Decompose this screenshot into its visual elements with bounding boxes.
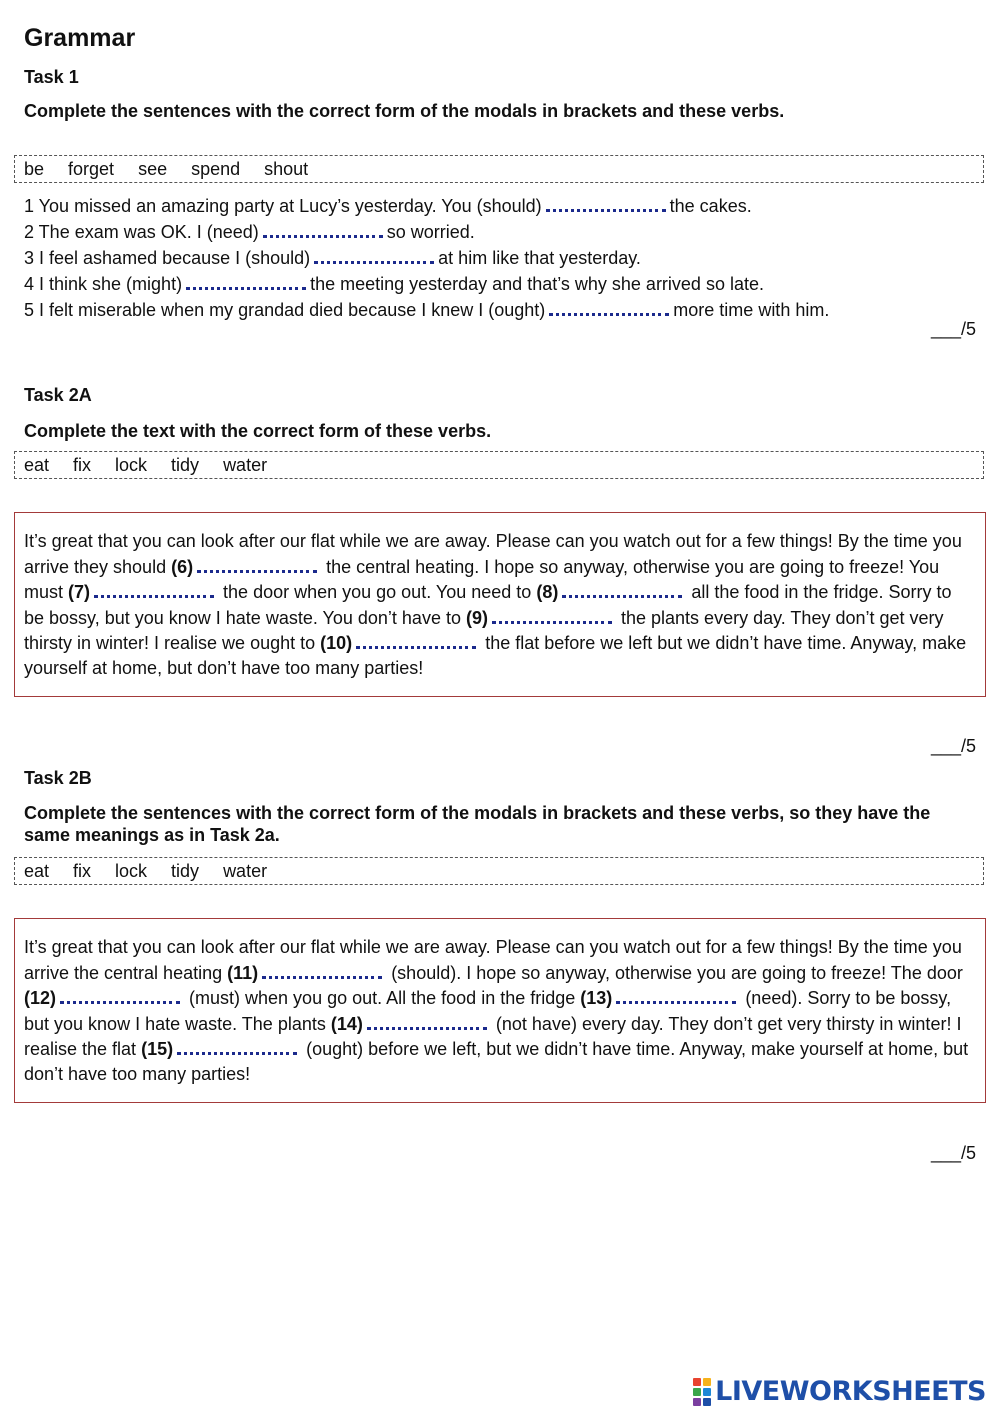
logo-block xyxy=(703,1398,711,1406)
item-number: (14) xyxy=(330,1013,363,1034)
word: see xyxy=(138,159,168,179)
blank-input-15[interactable] xyxy=(177,1036,297,1055)
blank-input-14[interactable] xyxy=(367,1011,487,1030)
blank-input-9[interactable] xyxy=(492,605,612,624)
task2a-word-box xyxy=(14,451,984,479)
blank-input-4[interactable] xyxy=(186,271,306,290)
word: eat xyxy=(24,861,50,881)
word: spend xyxy=(191,159,241,179)
sentence-2: 2 The exam was OK. I (need) so worried. xyxy=(24,219,829,245)
item-number: (15) xyxy=(141,1039,174,1059)
sentence-4: 4 I think she (might) the meeting yesterday and that’s why she arrived so late. xyxy=(24,271,829,297)
blank-input-12[interactable] xyxy=(60,985,180,1004)
task2a-instruction: Complete the text with the correct form of these verbs. xyxy=(24,421,492,441)
sentence-3: 3 I feel ashamed because I (should) at him like that yesterday. xyxy=(24,245,829,271)
task1-word-box xyxy=(14,155,984,183)
task2b-title: Task 2B xyxy=(24,768,92,788)
liveworksheets-logo[interactable] xyxy=(693,1376,986,1407)
logo-block xyxy=(703,1388,711,1396)
word: be xyxy=(24,159,45,179)
blank-input-8[interactable] xyxy=(562,579,682,598)
task2a-text-box: It’s great that you can look after our flat while we are away. Please can you watch out for a few things! By the time you arrive they should (6) the central heating. I hope so anyway, otherwise you are going to freeze! You must (7) the door when you go out. You need to (8) all the food in the fridge. Sorry to be bossy, but you know I hate waste. You don’t have to (9) the plants every day. They don’t get very thirsty in winter! I realise we ought to (10) the flat before we left but we didn’t have time. Anyway, make yourself at home, but don’t have too many parties! xyxy=(14,512,986,697)
logo-blocks-icon xyxy=(693,1378,711,1406)
blank-input-1[interactable] xyxy=(546,193,666,212)
logo-block xyxy=(693,1398,701,1406)
task1-instruction: Complete the sentences with the correct form of the modals in brackets and these verbs. xyxy=(24,101,785,121)
blank-input-11[interactable] xyxy=(262,960,382,979)
blank-input-3[interactable] xyxy=(314,245,434,264)
item-number: (6) xyxy=(171,556,194,577)
task2b-instruction: Complete the sentences with the correct form of the modals in brackets and these verbs, so they have the same meanings as in Task 2a. xyxy=(24,803,931,845)
logo-text: LIVEWORKSHEETS xyxy=(715,1376,986,1407)
word: fix xyxy=(73,861,92,881)
sentence-5: 5 I felt miserable when my grandad died because I knew I (ought) more time with him. xyxy=(24,297,829,323)
item-number: (10) xyxy=(320,633,353,653)
task1-score: ___/5 xyxy=(930,319,976,339)
word: water xyxy=(223,455,268,475)
blank-input-13[interactable] xyxy=(616,985,736,1004)
blank-input-6[interactable] xyxy=(197,554,317,573)
word: fix xyxy=(73,455,92,475)
word: water xyxy=(223,861,268,881)
task1-title: Task 1 xyxy=(24,67,79,87)
task2a-score: ___/5 xyxy=(930,736,976,756)
task2b-text-box: It’s great that you can look after our flat while we are away. Please can you watch out for a few things! By the time you arrive the central heating (11) (should). I hope so anyway, otherwise you are going to freeze! The door (12) (must) when you go out. All the food in the fridge (13) (need). Sorry to be bossy, but you know I hate waste. The plants (14) (not have) every day. They don’t get very thirsty in winter! I realise the flat (15) (ought) before we left, but we didn’t have time. Anyway, make yourself at home, but don’t have too many parties! xyxy=(14,918,986,1103)
word: tidy xyxy=(171,455,200,475)
task1-sentences xyxy=(24,193,829,323)
task2b-score: ___/5 xyxy=(930,1143,976,1163)
item-number: (8) xyxy=(536,582,559,602)
task2a-title: Task 2A xyxy=(24,385,92,405)
word: shout xyxy=(264,159,309,179)
item-number: (11) xyxy=(227,962,259,983)
word: tidy xyxy=(171,861,200,881)
sentence-1: 1 You missed an amazing party at Lucy’s yesterday. You (should) the cakes. xyxy=(24,193,829,219)
word: eat xyxy=(24,455,50,475)
blank-input-7[interactable] xyxy=(94,579,214,598)
item-number: (7) xyxy=(68,582,91,602)
item-number: (13) xyxy=(580,988,613,1008)
logo-block xyxy=(693,1378,701,1386)
word: lock xyxy=(115,861,148,881)
logo-block xyxy=(703,1378,711,1386)
blank-input-5[interactable] xyxy=(549,297,669,316)
word: forget xyxy=(68,159,115,179)
page-title: Grammar xyxy=(24,24,136,52)
blank-input-10[interactable] xyxy=(356,630,476,649)
word: lock xyxy=(115,455,148,475)
task2b-word-box xyxy=(14,857,984,885)
logo-block xyxy=(693,1388,701,1396)
item-number: (12) xyxy=(24,988,57,1008)
item-number: (9) xyxy=(465,607,488,628)
blank-input-2[interactable] xyxy=(263,219,383,238)
